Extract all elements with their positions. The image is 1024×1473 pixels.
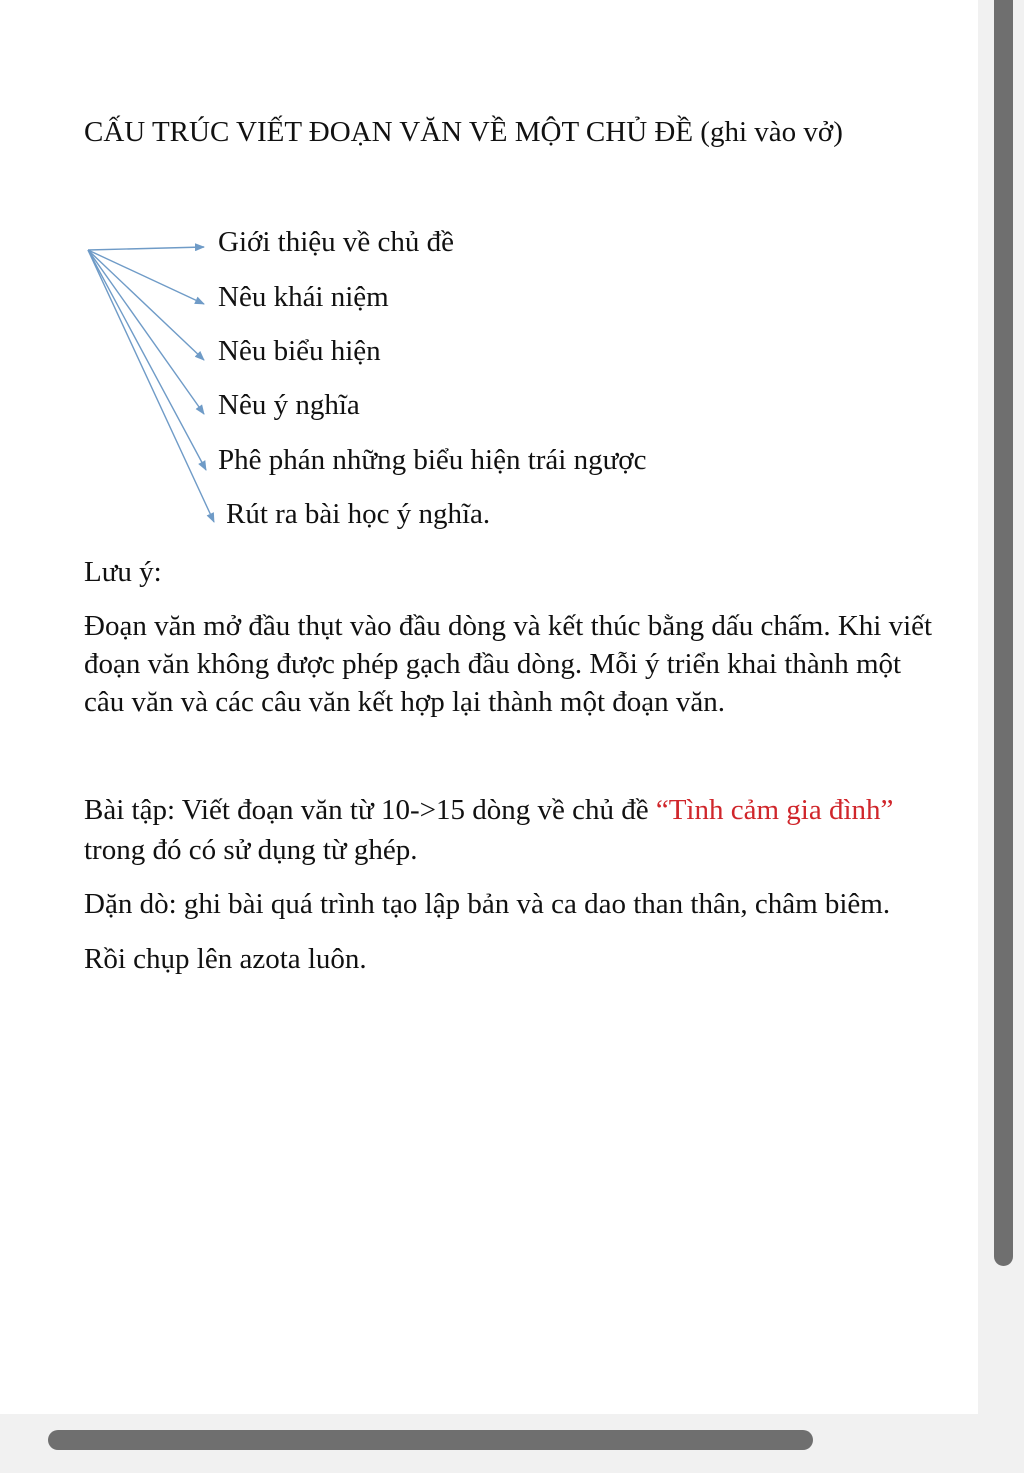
document-title: CẤU TRÚC VIẾT ĐOẠN VĂN VỀ MỘT CHỦ ĐỀ (ghi vào vở) xyxy=(84,116,843,148)
arrow-connector xyxy=(88,250,204,414)
branch-item: Giới thiệu về chủ đề xyxy=(218,226,454,258)
branch-item: Rút ra bài học ý nghĩa. xyxy=(226,498,491,530)
note-line: câu văn và các câu văn kết hợp lại thành một đoạn văn. xyxy=(84,686,726,718)
arrow-connector xyxy=(88,250,214,522)
note-heading: Lưu ý: xyxy=(84,556,162,588)
exercise-text: Bài tập: Viết đoạn văn từ 10->15 dòng về chủ đề xyxy=(84,794,656,826)
branch-item: Nêu ý nghĩa xyxy=(218,389,360,421)
exercise-line-2: trong đó có sử dụng từ ghép. xyxy=(84,834,418,866)
note-line: Đoạn văn mở đầu thụt vào đầu dòng và kết thúc bằng dấu chấm. Khi viết xyxy=(84,610,933,642)
branch-item: Nêu biểu hiện xyxy=(218,335,381,367)
arrow-connector xyxy=(88,247,204,250)
vertical-scrollbar-thumb[interactable] xyxy=(994,0,1013,1266)
branch-item: Phê phán những biểu hiện trái ngược xyxy=(218,444,647,476)
closing-text: Rồi chụp lên azota luôn. xyxy=(84,943,367,975)
note-line: đoạn văn không được phép gạch đầu dòng. Mỗi ý triển khai thành một xyxy=(84,648,902,680)
exercise-line xyxy=(84,791,893,829)
horizontal-scrollbar-thumb[interactable] xyxy=(48,1430,813,1450)
arrow-connector xyxy=(88,250,204,360)
arrow-connector xyxy=(88,250,206,470)
reminder-text: Dặn dò: ghi bài quá trình tạo lập bản và ca dao than thân, châm biêm. xyxy=(84,888,891,920)
branch-item: Nêu khái niệm xyxy=(218,281,389,313)
exercise-topic: “Tình cảm gia đình” xyxy=(655,794,894,826)
arrow-connector xyxy=(88,250,204,304)
